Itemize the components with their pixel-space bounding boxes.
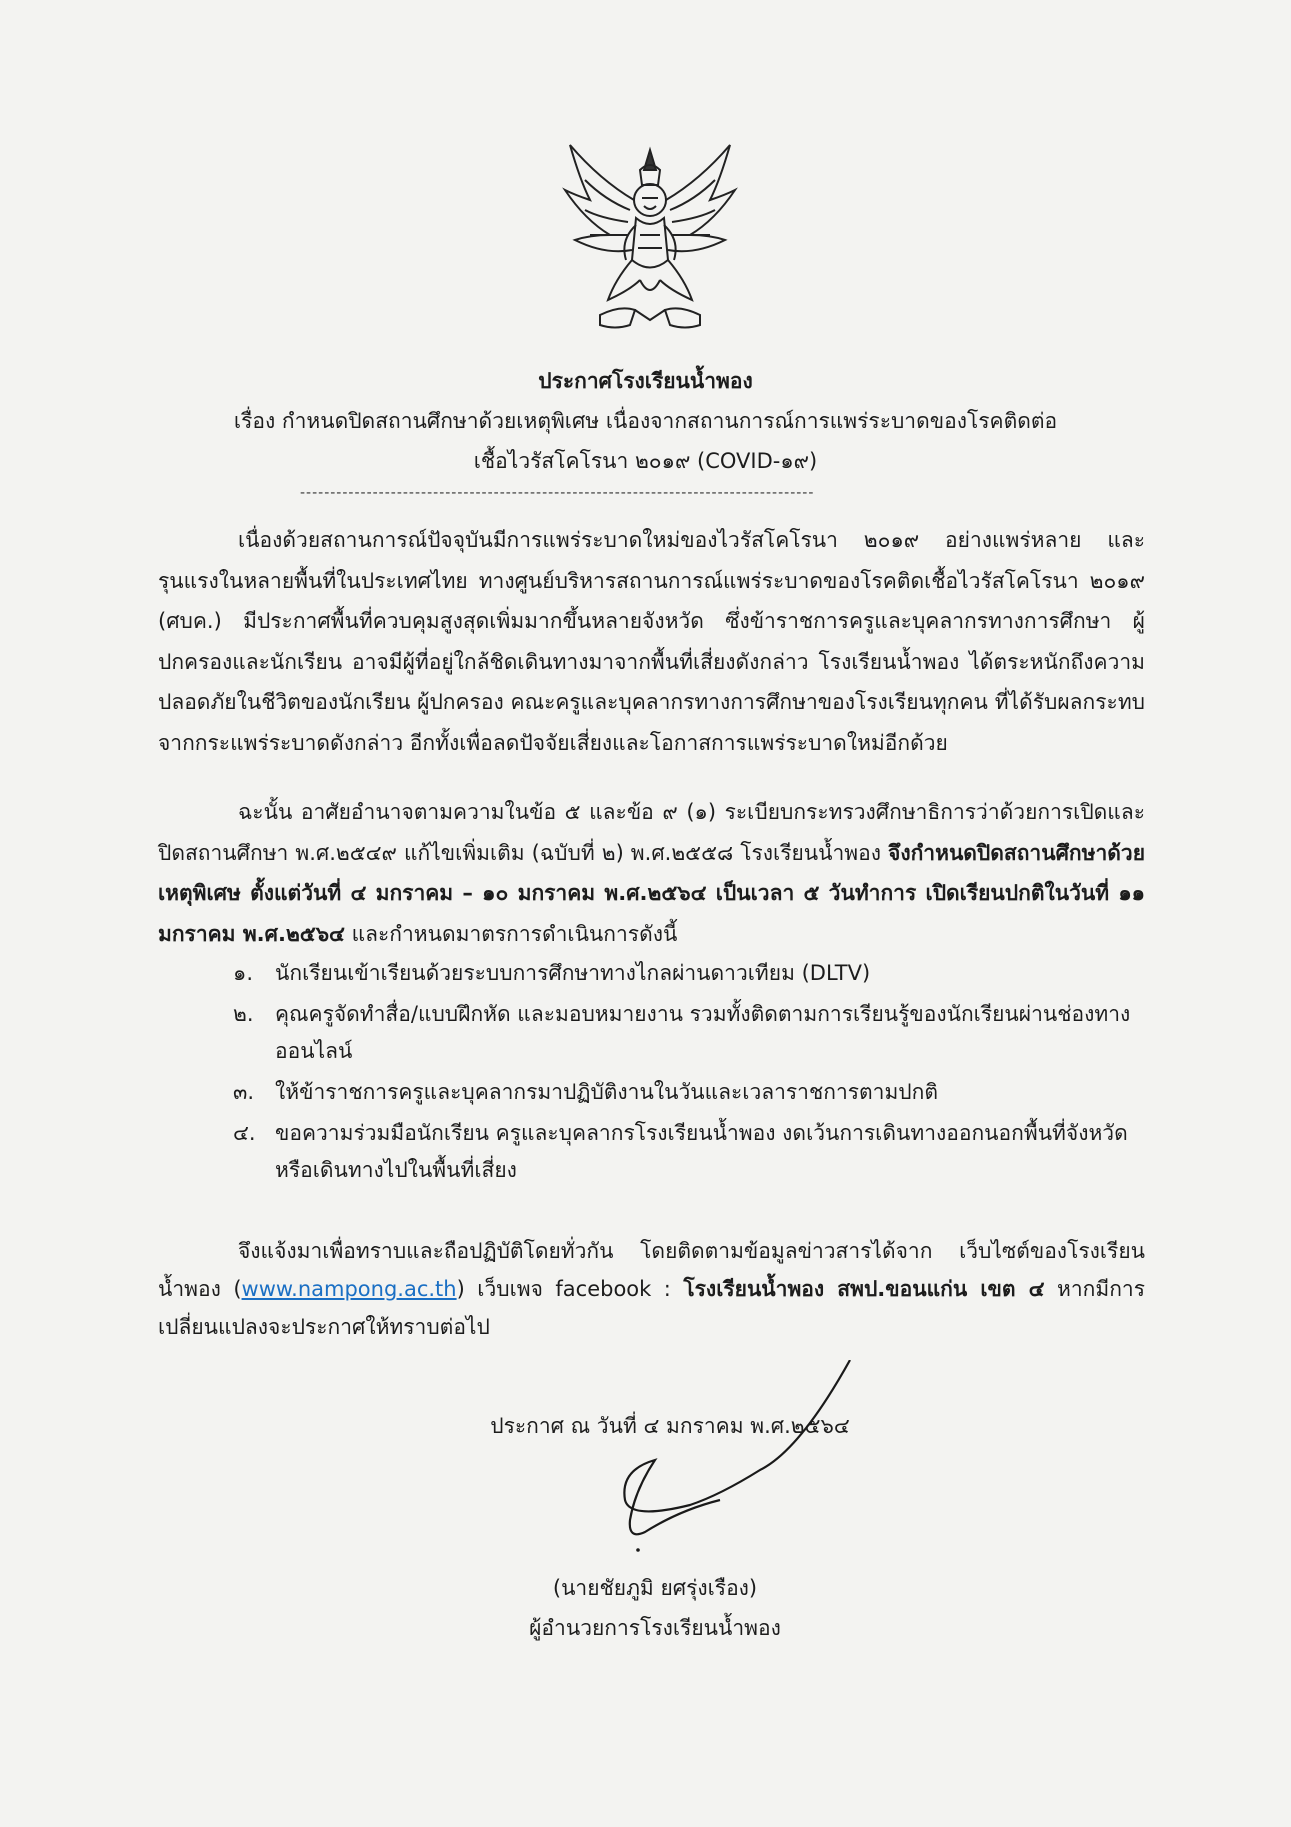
closure-order-dates: จึงกำหนดปิดสถานศึกษาด้วยเหตุพิเศษ ตั้งแต่วันที่ ๔ มกราคม – ๑๐ มกราคม พ.ศ.๒๕๖๔ เป็นเวลา ๕ วันทำการ เปิดเรียนปกติในวันที่ ๑๑ มกราคม พ.ศ.๒๕๖๔ [158,840,1145,946]
list-item-text: ขอความร่วมมือนักเรียน ครูและบุคลากรโรงเรียนน้ำพอง งดเว้นการเดินทางออกนอกพื้นที่จังหวัด หรือเดินทางไปในพื้นที่เสี่ยง [275,1121,1128,1182]
closure-order-end: และกำหนดมาตรการดำเนินการดังนี้ [344,921,678,946]
list-item-number: ๒. [233,1002,254,1026]
list-item-text: ให้ข้าราชการครูและบุคลากรมาปฏิบัติงานในวันและเวลาราชการตามปกติ [275,1080,938,1104]
list-item-text: นักเรียนเข้าเรียนด้วยระบบการศึกษาทางไกลผ่านดาวเทียม (DLTV) [275,961,871,985]
garuda-emblem-icon [560,140,740,340]
list-item-number: ๑. [233,961,254,985]
list-item-text: คุณครูจัดทำสื่อ/แบบฝึกหัด และมอบหมายงาน รวมทั้งติดตามการเรียนรู้ของนักเรียนผ่านช่องทางออนไลน์ [275,1002,1131,1063]
subject-line-1: เรื่อง กำหนดปิดสถานศึกษาด้วยเหตุพิเศษ เนื่องจากสถานการณ์การแพร่ระบาดของโรคติดต่อ [233,409,1058,433]
paragraph-background: เนื่องด้วยสถานการณ์ปัจจุบันมีการแพร่ระบาดใหม่ของไวรัสโคโรนา ๒๐๑๙ อย่างแพร่หลาย และรุนแรงในหลายพื้นที่ในประเทศไทย ทางศูนย์บริหารสถานการณ์แพร่ระบาดของโรคติดเชื้อไวรัสโคโรนา ๒๐๑๙ (ศบค.) มีประกาศพื้นที่ควบคุมสูงสุดเพิ่มมากขึ้นหลายจังหวัด ซึ่งข้าราชการครูและบุคลากรทางการศึกษา ผู้ปกครองและนักเรียน อาจมีผู้ที่อยู่ใกล้ชิดเดินทางมาจากพื้นที่เสี่ยงดังกล่าว โรงเรียนน้ำพอง ได้ตระหนักถึงความปลอดภัยในชีวิตของนักเรียน ผู้ปกครอง คณะครูและบุคลากรทางการศึกษาของโรงเรียนทุกคน ที่ได้รับผลกระทบจากกระแพร่ระบาดดังกล่าว อีกทั้งเพื่อลดปัจจัยเสี่ยงและโอกาสการแพร่ระบาดใหม่อีกด้วย [158,528,1145,755]
list-item-number: ๔. [233,1121,256,1145]
announcement-date: ประกาศ ณ วันที่ ๔ มกราคม พ.ศ.๒๕๖๔ [490,1414,850,1438]
paragraph-closure-order [158,792,1145,954]
signer-position: ผู้อำนวยการโรงเรียนน้ำพอง [529,1616,781,1640]
list-item [233,996,1145,1070]
notice-end: หากมีการเปลี่ยนแปลงจะประกาศให้ทราบต่อไป [158,1277,1145,1339]
list-item [233,955,1145,992]
announcement-title: ประกาศโรงเรียนน้ำพอง [538,369,753,393]
notice-mid: ) เว็บเพจ facebook : [456,1277,684,1301]
signer-name: (นายชัยภูมิ ยศรุ่งเรือง) [552,1576,758,1600]
notice-intro: จึงแจ้งมาเพื่อทราบและถือปฏิบัติโดยทั่วกัน โดยติดตามข้อมูลข่าวสารได้จาก เว็บไซต์ของโรงเรียนน้ำพอง ( [158,1239,1145,1301]
paragraph-notice [158,1232,1145,1346]
subject-line-2: เชื้อไวรัสโคโรนา ๒๐๑๙ (COVID-๑๙) [473,449,818,473]
divider-line: ------------------------------------------------------------------------------------- [300,485,815,501]
website-link[interactable]: www.nampong.ac.th [241,1277,457,1301]
list-item [233,1074,1145,1111]
list-item-number: ๓. [233,1080,255,1104]
closure-order-intro: ฉะนั้น อาศัยอำนาจตามความในข้อ ๕ และข้อ ๙ (๑) ระเบียบกระทรวงศึกษาธิการว่าด้วยการเปิดและปิดสถานศึกษา พ.ศ.๒๕๔๙ แก้ไขเพิ่มเติม (ฉบับที่ ๒) พ.ศ.๒๕๕๘ โรงเรียนน้ำพอง [158,800,1145,865]
list-item [233,1115,1145,1189]
facebook-page-name: โรงเรียนน้ำพอง สพป.ขอนแก่น เขต ๔ [683,1277,1045,1301]
measures-list [233,955,1145,1193]
signature-mark [600,1360,860,1560]
